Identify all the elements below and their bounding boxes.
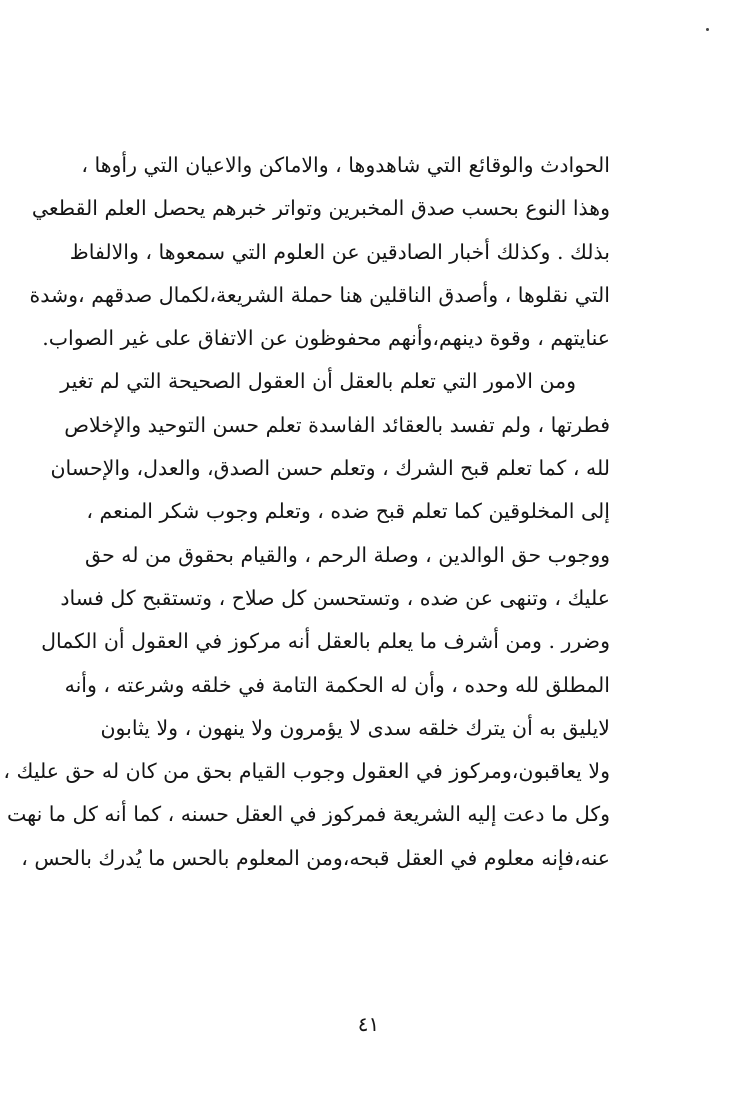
text-line: المطلق لله وحده ، وأن له الحكمة التامة في خلقه وشرعته ، وأنه	[64, 672, 610, 697]
text-line: لله ، كما تعلم قبح الشرك ، وتعلم حسن الصدق، والعدل، والإحسان	[50, 456, 610, 481]
text-line: فطرتها ، ولم تفسد بالعقائد الفاسدة تعلم حسن التوحيد والإخلاص	[64, 412, 610, 437]
scan-speck	[706, 28, 709, 31]
text-line: وهذا النوع بحسب صدق المخبرين وتواتر خبرهم يحصل العلم القطعي	[31, 196, 610, 221]
text-line: بذلك . وكذلك أخبار الصادقين عن العلوم التي سمعوها ، والالفاظ	[69, 239, 610, 264]
page-number: ٤١	[357, 1012, 380, 1036]
text-line: عنايتهم ، وقوة دينهم،وأنهم محفوظون عن الاتفاق على غير الصواب.	[42, 326, 610, 351]
text-line: عنه،فإنه معلوم في العقل قبحه،ومن المعلوم بالحس ما يُدرك بالحس ،	[21, 845, 610, 870]
text-line: وضرر . ومن أشرف ما يعلم بالعقل أنه مركوز في العقول أن الكمال	[41, 629, 610, 654]
text-line: ووجوب حق الوالدين ، وصلة الرحم ، والقيام بحقوق من له حق	[85, 542, 610, 567]
text-line: ومن الامور التي تعلم بالعقل أن العقول الصحيحة التي لم تغير	[60, 369, 576, 394]
text-line: ولا يعاقبون،ومركوز في العقول وجوب القيام بحق من كان له حق عليك ،	[3, 759, 610, 784]
body-text	[3, 144, 610, 880]
text-line: عليك ، وتنهى عن ضده ، وتستحسن كل صلاح ، وتستقبح كل فساد	[60, 585, 610, 610]
text-line: الحوادث والوقائع التي شاهدوها ، والاماكن والاعيان التي رأوها ،	[81, 153, 610, 177]
text-line: التي نقلوها ، وأصدق الناقلين هنا حملة الشريعة،لكمال صدقهم ،وشدة	[29, 282, 610, 307]
text-line: إلى المخلوقين كما تعلم قبح ضده ، وتعلم وجوب شكر المنعم ،	[86, 499, 610, 524]
text-line: وكل ما دعت إليه الشريعة فمركوز في العقل حسنه ، كما أنه كل ما نهت	[7, 802, 610, 827]
text-line: لايليق به أن يترك خلقه سدى لا يؤمرون ولا ينهون ، ولا يثابون	[100, 715, 610, 740]
